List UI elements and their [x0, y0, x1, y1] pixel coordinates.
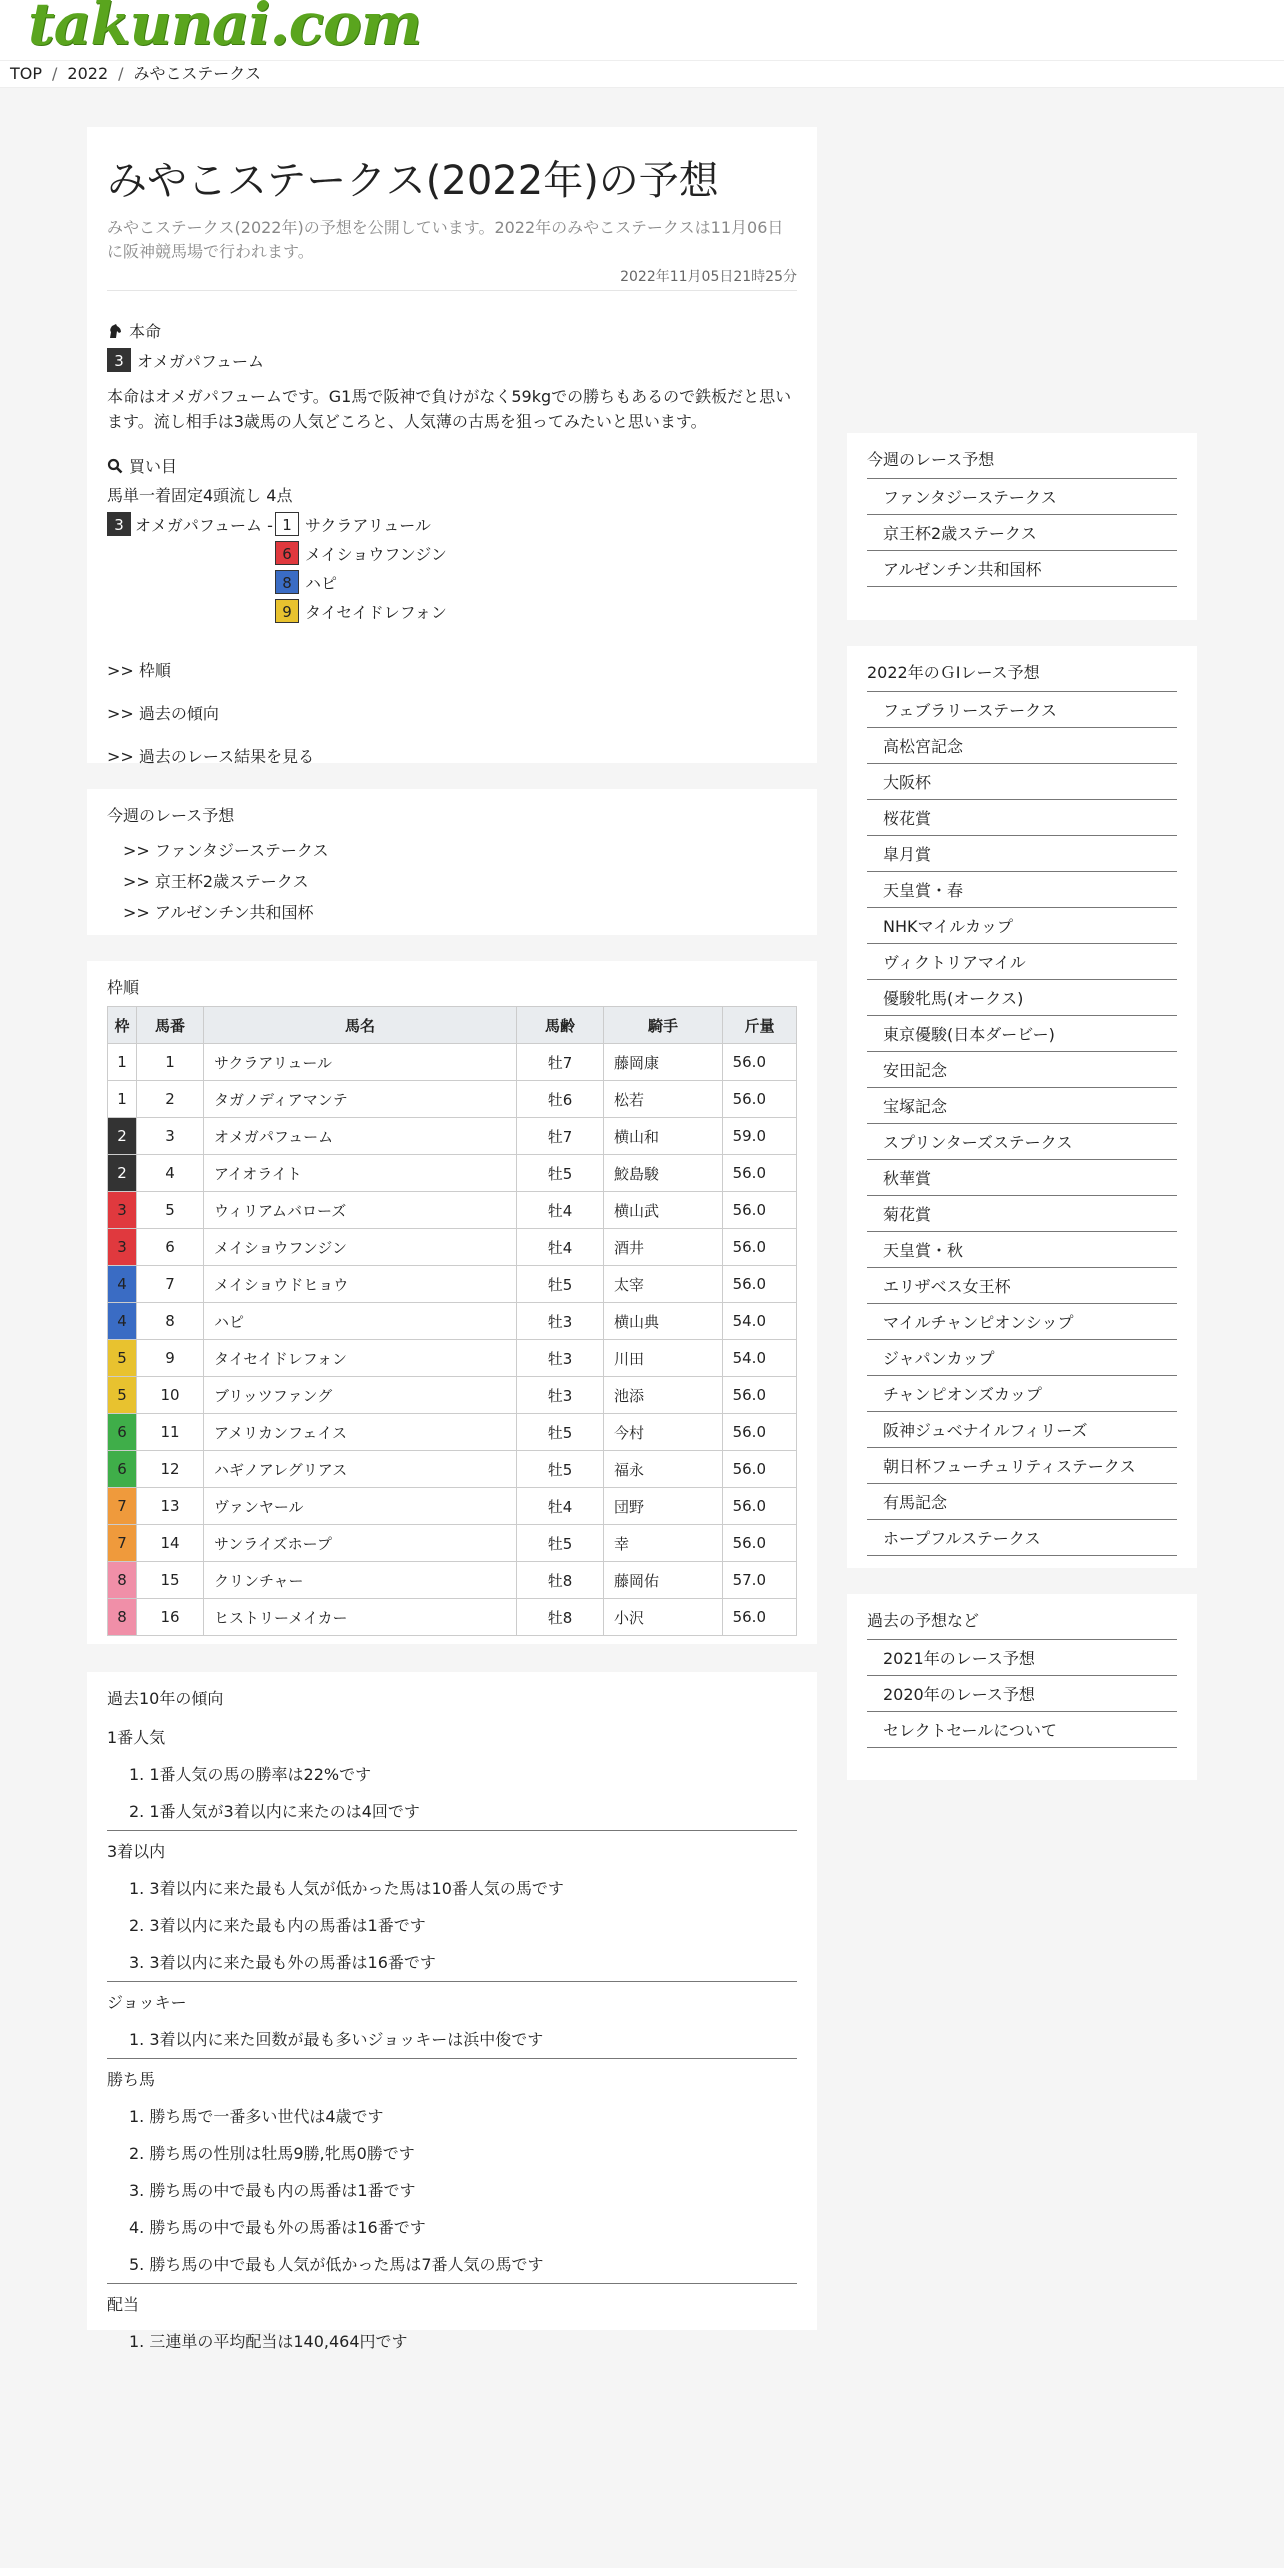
name-cell: メイショウフンジン: [204, 1229, 517, 1266]
trend-group: [107, 1982, 797, 2059]
jockey-cell: 川田: [604, 1340, 723, 1377]
weight-cell: 59.0: [723, 1118, 797, 1155]
weekly-heading: 今週のレース予想: [107, 806, 235, 825]
col-age: 馬齢: [517, 1007, 604, 1044]
buy-partner-name: サクラアリュール: [305, 515, 431, 535]
ban-cell: 10: [137, 1377, 204, 1414]
buy-partner-name: メイショウフンジン: [305, 544, 447, 564]
weekly-link[interactable]: >> 京王杯2歳ステークス: [123, 872, 309, 891]
breadcrumb-current: みやこステークス: [133, 64, 262, 83]
weight-cell: 56.0: [723, 1414, 797, 1451]
buy-label: 買い目: [129, 457, 178, 476]
age-cell: 牡3: [517, 1303, 604, 1340]
buy-partner-badge: 1: [275, 512, 299, 536]
name-cell: タイセイドレフォン: [204, 1340, 517, 1377]
buy-axis-horse: [107, 512, 273, 536]
waku-cell: 1: [108, 1081, 137, 1118]
sidebar-link[interactable]: 阪神ジュベナイルフィリーズ: [867, 1412, 1177, 1448]
sidebar-link[interactable]: 皐月賞: [867, 836, 1177, 872]
sidebar-link[interactable]: ホープフルステークス: [867, 1520, 1177, 1556]
waku-cell: 7: [108, 1525, 137, 1562]
buy-partner-badge: 8: [275, 570, 299, 594]
weight-cell: 54.0: [723, 1340, 797, 1377]
trend-group-title: 配当: [107, 2295, 140, 2314]
sidebar-link[interactable]: 大阪杯: [867, 764, 1177, 800]
sidebar-link[interactable]: 桜花賞: [867, 800, 1177, 836]
age-cell: 牡3: [517, 1340, 604, 1377]
honmei-comment: 本命はオメガパフュームです。G1馬で阪神で負けがなく59kgでの勝ちもあるので鉄板だと思います。流し相手は3歳馬の人気どころと、人気薄の古馬を狙ってみたいと思います。: [107, 387, 792, 431]
sidebar-link[interactable]: フェブラリーステークス: [867, 692, 1177, 728]
wakuban-table: [107, 1006, 797, 1636]
table-row: [108, 1229, 797, 1266]
waku-cell: 7: [108, 1488, 137, 1525]
waku-cell: 5: [108, 1377, 137, 1414]
ban-cell: 8: [137, 1303, 204, 1340]
sidebar-link[interactable]: エリザベス女王杯: [867, 1268, 1177, 1304]
sidebar-link[interactable]: 東京優駿(日本ダービー): [867, 1016, 1177, 1052]
honmei-heading: [107, 319, 797, 342]
sidebar-link[interactable]: スプリンターズステークス: [867, 1124, 1177, 1160]
sidebar-link[interactable]: セレクトセールについて: [867, 1712, 1177, 1748]
jockey-cell: 藤岡康: [604, 1044, 723, 1081]
col-name: 馬名: [204, 1007, 517, 1044]
age-cell: 牡4: [517, 1192, 604, 1229]
table-row: [108, 1081, 797, 1118]
table-row: [108, 1303, 797, 1340]
sidebar-link[interactable]: NHKマイルカップ: [867, 908, 1177, 944]
waku-cell: 8: [108, 1562, 137, 1599]
trend-group-title: 1番人気: [107, 1728, 166, 1747]
trend-groups: [107, 1717, 797, 2360]
sidebar-link[interactable]: 宝塚記念: [867, 1088, 1177, 1124]
sidebar-link[interactable]: 有馬記念: [867, 1484, 1177, 1520]
ban-cell: 5: [137, 1192, 204, 1229]
table-row: [108, 1488, 797, 1525]
table-row: [108, 1525, 797, 1562]
buy-partner: [275, 599, 447, 623]
name-cell: オメガパフューム: [204, 1118, 517, 1155]
weight-cell: 56.0: [723, 1488, 797, 1525]
jockey-cell: 池添: [604, 1377, 723, 1414]
trend-item: 2. 3着以内に来た最も内の馬番は1番です: [129, 1916, 426, 1935]
breadcrumb: TOP / 2022 / みやこステークス: [0, 61, 1284, 88]
ban-cell: 13: [137, 1488, 204, 1525]
age-cell: 牡5: [517, 1525, 604, 1562]
trend-item: 1. 3着以内に来た最も人気が低かった馬は10番人気の馬です: [129, 1879, 564, 1898]
jockey-cell: 横山典: [604, 1303, 723, 1340]
jockey-cell: 藤岡佑: [604, 1562, 723, 1599]
weight-cell: 56.0: [723, 1229, 797, 1266]
weight-cell: 56.0: [723, 1451, 797, 1488]
age-cell: 牡6: [517, 1081, 604, 1118]
age-cell: 牡7: [517, 1044, 604, 1081]
trends-heading: 過去10年の傾向: [107, 1689, 224, 1708]
ban-cell: 15: [137, 1562, 204, 1599]
jockey-cell: 酒井: [604, 1229, 723, 1266]
trend-item: 4. 勝ち馬の中で最も外の馬番は16番です: [129, 2218, 426, 2237]
waku-cell: 6: [108, 1414, 137, 1451]
waku-cell: 4: [108, 1266, 137, 1303]
ban-cell: 7: [137, 1266, 204, 1303]
weekly-link[interactable]: >> ファンタジーステークス: [123, 841, 329, 860]
age-cell: 牡7: [517, 1118, 604, 1155]
name-cell: サンライズホープ: [204, 1525, 517, 1562]
sidebar-link[interactable]: ファンタジーステークス: [867, 479, 1177, 515]
article-lead: みやこステークス(2022年)の予想を公開しています。2022年のみやこステークスは11月06日に阪神競馬場で行われます。: [107, 218, 784, 261]
trend-group: [107, 2284, 797, 2360]
weight-cell: 56.0: [723, 1525, 797, 1562]
sidebar-link[interactable]: 天皇賞・秋: [867, 1232, 1177, 1268]
sidebar-link[interactable]: マイルチャンピオンシップ: [867, 1304, 1177, 1340]
name-cell: メイショウドヒョウ: [204, 1266, 517, 1303]
sidebar-past: [847, 1594, 1197, 1780]
age-cell: 牡8: [517, 1562, 604, 1599]
trend-item: 3. 勝ち馬の中で最も内の馬番は1番です: [129, 2181, 416, 2200]
buy-partner-list: [275, 512, 447, 628]
buy-type: 馬単一着固定4頭流し 4点: [107, 486, 293, 505]
trend-item: 1. 三連単の平均配当は140,464円です: [129, 2332, 408, 2351]
page-title: みやこステークス(2022年)の予想: [107, 158, 719, 204]
site-header: [0, 0, 1284, 61]
age-cell: 牡5: [517, 1266, 604, 1303]
weight-cell: 56.0: [723, 1377, 797, 1414]
buy-partner-name: タイセイドレフォン: [305, 602, 447, 622]
buy-partner: [275, 570, 447, 594]
wakuban-body: [108, 1044, 797, 1636]
table-row: [108, 1266, 797, 1303]
sidebar-link[interactable]: 安田記念: [867, 1052, 1177, 1088]
breadcrumb-top[interactable]: TOP: [10, 64, 43, 83]
ban-cell: 6: [137, 1229, 204, 1266]
col-waku: 枠: [108, 1007, 137, 1044]
trend-item: 1. 1番人気の馬の勝率は22%です: [129, 1765, 372, 1784]
trend-item: 5. 勝ち馬の中で最も人気が低かった馬は7番人気の馬です: [129, 2255, 544, 2274]
ban-cell: 3: [137, 1118, 204, 1155]
trend-group: [107, 2059, 797, 2284]
jockey-cell: 小沢: [604, 1599, 723, 1636]
table-row: [108, 1118, 797, 1155]
table-row: [108, 1192, 797, 1229]
buy-partner-name: ハピ: [305, 573, 338, 593]
table-row: [108, 1155, 797, 1192]
sidebar-g1-heading: 2022年のＧⅠレース予想: [867, 663, 1040, 682]
sidebar-weekly: [847, 433, 1197, 620]
waku-cell: 3: [108, 1229, 137, 1266]
sidebar-link[interactable]: アルゼンチン共和国杯: [867, 551, 1177, 587]
sidebar-link[interactable]: ジャパンカップ: [867, 1340, 1177, 1376]
honmei-horse: [107, 348, 797, 372]
weight-cell: 56.0: [723, 1081, 797, 1118]
buy-axis-name: オメガパフューム -: [135, 515, 273, 535]
age-cell: 牡5: [517, 1451, 604, 1488]
age-cell: 牡8: [517, 1599, 604, 1636]
waku-cell: 8: [108, 1599, 137, 1636]
table-row: [108, 1377, 797, 1414]
trend-group-title: 3着以内: [107, 1842, 166, 1861]
article-date: 2022年11月05日21時25分: [107, 266, 797, 291]
jockey-cell: 今村: [604, 1414, 723, 1451]
sidebar-link[interactable]: 天皇賞・春: [867, 872, 1177, 908]
trend-item: 2. 勝ち馬の性別は牡馬9勝,牝馬0勝です: [129, 2144, 415, 2163]
trend-item: 1. 3着以内に来た回数が最も多いジョッキーは浜中俊です: [129, 2030, 544, 2049]
age-cell: 牡4: [517, 1229, 604, 1266]
name-cell: アメリカンフェイス: [204, 1414, 517, 1451]
link-trends[interactable]: >> 過去の傾向: [107, 704, 219, 723]
waku-cell: 4: [108, 1303, 137, 1340]
wakuban-card: [87, 961, 817, 1644]
col-weight: 斤量: [723, 1007, 797, 1044]
waku-cell: 2: [108, 1118, 137, 1155]
sidebar-weekly-heading: 今週のレース予想: [867, 450, 995, 469]
jockey-cell: 横山武: [604, 1192, 723, 1229]
weight-cell: 56.0: [723, 1599, 797, 1636]
buy-partner-badge: 9: [275, 599, 299, 623]
ban-cell: 1: [137, 1044, 204, 1081]
sidebar-link[interactable]: チャンピオンズカップ: [867, 1376, 1177, 1412]
waku-cell: 2: [108, 1155, 137, 1192]
honmei-name: オメガパフューム: [137, 351, 265, 371]
weight-cell: 57.0: [723, 1562, 797, 1599]
trend-item: 2. 1番人気が3着以内に来たのは4回です: [129, 1802, 420, 1821]
ban-cell: 16: [137, 1599, 204, 1636]
buy-heading: [107, 454, 797, 477]
sidebar-link[interactable]: 京王杯2歳ステークス: [867, 515, 1177, 551]
name-cell: サクラアリュール: [204, 1044, 517, 1081]
age-cell: 牡3: [517, 1377, 604, 1414]
sidebar-past-heading: 過去の予想など: [867, 1611, 980, 1630]
sidebar-link[interactable]: 2021年のレース予想: [867, 1640, 1177, 1676]
col-ban: 馬番: [137, 1007, 204, 1044]
trend-item: 3. 3着以内に来た最も外の馬番は16番です: [129, 1953, 436, 1972]
sidebar-weekly-list: [867, 478, 1177, 587]
name-cell: ハピ: [204, 1303, 517, 1340]
table-row: [108, 1044, 797, 1081]
name-cell: ヒストリーメイカー: [204, 1599, 517, 1636]
waku-cell: 6: [108, 1451, 137, 1488]
col-jockey: 騎手: [604, 1007, 723, 1044]
sidebar-link[interactable]: 2020年のレース予想: [867, 1676, 1177, 1712]
sidebar-link[interactable]: 菊花賞: [867, 1196, 1177, 1232]
jockey-cell: 鮫島駿: [604, 1155, 723, 1192]
horse-head-icon: [107, 323, 123, 339]
name-cell: アイオライト: [204, 1155, 517, 1192]
trend-group: [107, 1831, 797, 1982]
ban-cell: 2: [137, 1081, 204, 1118]
age-cell: 牡5: [517, 1414, 604, 1451]
table-row: [108, 1599, 797, 1636]
weight-cell: 54.0: [723, 1303, 797, 1340]
name-cell: クリンチャー: [204, 1562, 517, 1599]
ban-cell: 9: [137, 1340, 204, 1377]
wakuban-heading: 枠順: [107, 978, 140, 997]
waku-cell: 5: [108, 1340, 137, 1377]
waku-cell: 3: [108, 1192, 137, 1229]
table-row: [108, 1451, 797, 1488]
ban-cell: 12: [137, 1451, 204, 1488]
sidebar-link[interactable]: 朝日杯フューチュリティステークス: [867, 1448, 1177, 1484]
buy-tickets: [107, 512, 797, 622]
age-cell: 牡4: [517, 1488, 604, 1525]
sidebar-link[interactable]: 優駿牝馬(オークス): [867, 980, 1177, 1016]
name-cell: ウィリアムバローズ: [204, 1192, 517, 1229]
prediction-card: [87, 127, 817, 766]
link-past-results[interactable]: >> 過去のレース結果を見る: [107, 747, 315, 766]
buy-partner: [275, 512, 447, 536]
link-wakuban[interactable]: >> 枠順: [107, 661, 171, 680]
buy-axis-badge: 3: [107, 512, 131, 536]
trends-card: [87, 1672, 817, 2351]
search-icon: [107, 458, 123, 474]
weight-cell: 56.0: [723, 1266, 797, 1303]
weight-cell: 56.0: [723, 1044, 797, 1081]
trend-item: 1. 勝ち馬で一番多い世代は4歳です: [129, 2107, 384, 2126]
weekly-link[interactable]: >> アルゼンチン共和国杯: [123, 903, 314, 922]
trend-group-title: 勝ち馬: [107, 2070, 156, 2089]
jockey-cell: 太宰: [604, 1266, 723, 1303]
weekly-card: [87, 789, 817, 935]
name-cell: ヴァンヤール: [204, 1488, 517, 1525]
name-cell: ブリッツファング: [204, 1377, 517, 1414]
table-row: [108, 1562, 797, 1599]
age-cell: 牡5: [517, 1155, 604, 1192]
sidebar-link[interactable]: ヴィクトリアマイル: [867, 944, 1177, 980]
trend-group-title: ジョッキー: [107, 1993, 187, 2012]
buy-partner: [275, 541, 447, 565]
table-header-row: [108, 1007, 797, 1044]
weight-cell: 56.0: [723, 1155, 797, 1192]
ban-cell: 14: [137, 1525, 204, 1562]
sidebar-link[interactable]: 高松宮記念: [867, 728, 1177, 764]
jockey-cell: 団野: [604, 1488, 723, 1525]
jockey-cell: 幸: [604, 1525, 723, 1562]
sidebar-g1-list: [867, 691, 1177, 1556]
honmei-number-badge: 3: [107, 348, 131, 372]
sidebar-g1: [847, 646, 1197, 1568]
name-cell: ハギノアレグリアス: [204, 1451, 517, 1488]
name-cell: タガノディアマンテ: [204, 1081, 517, 1118]
honmei-label: 本命: [129, 322, 162, 341]
jockey-cell: 松若: [604, 1081, 723, 1118]
weight-cell: 56.0: [723, 1192, 797, 1229]
jockey-cell: 福永: [604, 1451, 723, 1488]
ban-cell: 11: [137, 1414, 204, 1451]
buy-partner-badge: 6: [275, 541, 299, 565]
jockey-cell: 横山和: [604, 1118, 723, 1155]
table-row: [108, 1340, 797, 1377]
site-logo[interactable]: takunai.com: [28, 0, 422, 58]
waku-cell: 1: [108, 1044, 137, 1081]
trend-group: [107, 1717, 797, 1831]
sidebar-past-list: [867, 1639, 1177, 1748]
ban-cell: 4: [137, 1155, 204, 1192]
table-row: [108, 1414, 797, 1451]
sidebar-link[interactable]: 秋華賞: [867, 1160, 1177, 1196]
breadcrumb-year[interactable]: 2022: [67, 64, 109, 83]
